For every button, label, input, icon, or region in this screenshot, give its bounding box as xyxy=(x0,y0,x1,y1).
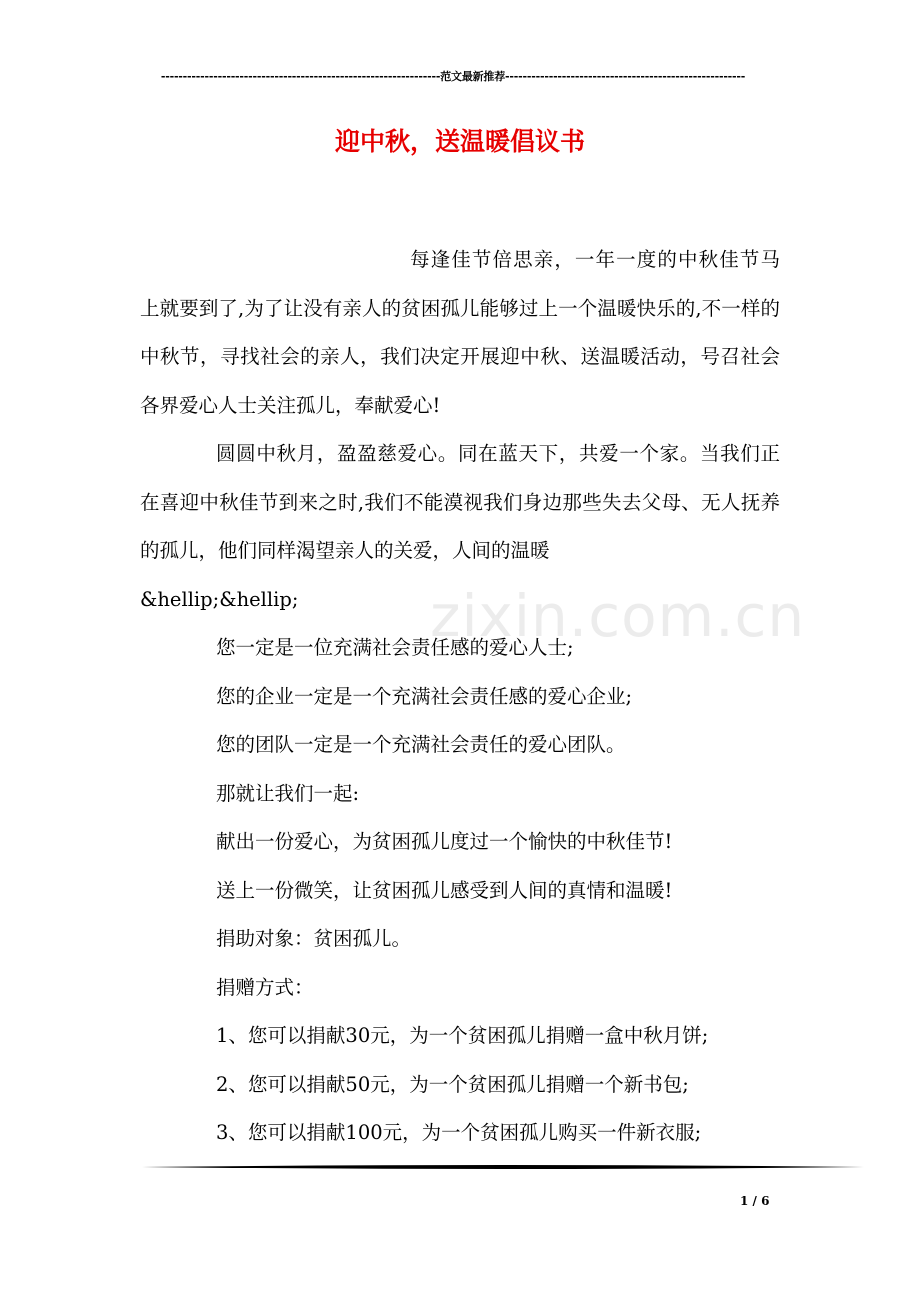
line-item: 您的企业一定是一个充满社会责任感的爱心企业; xyxy=(216,684,633,708)
document-body xyxy=(140,236,780,1158)
header-label: 范文最新推荐 xyxy=(440,70,506,83)
line-item: 您的团队一定是一个充满社会责任的爱心团队。 xyxy=(216,733,626,756)
line-item: 1、您可以捐献30元，为一个贫困孤儿捐赠一盒中秋月饼; xyxy=(216,1024,709,1047)
paragraph-intro: 每逢佳节倍思亲，一年一度的中秋佳节马上就要到了,为了让没有亲人的贫困孤儿能够过上一个温暖快乐的,不一样的中秋节，寻找社会的亲人，我们决定开展迎中秋、送温暖活动，号召社会各界爱心人士关注孤儿，奉献爱心! xyxy=(140,248,780,417)
line-item: 捐赠方式： xyxy=(216,975,314,999)
paragraph-mid-autumn xyxy=(140,430,780,576)
line-item: 送上一份微笑，让贫困孤儿感受到人间的真情和温暖! xyxy=(216,878,673,902)
line-item: 捐助对象：贫困孤儿。 xyxy=(216,927,412,950)
page-header xyxy=(140,68,766,84)
footer-rule-shape xyxy=(142,1164,864,1170)
header-dashes-left: ---------------------------------------------------------------- xyxy=(160,70,441,83)
watermark: zixin.com.cn xyxy=(430,582,806,650)
line-item: 您一定是一位充满社会责任感的爱心人士; xyxy=(216,636,574,659)
paragraph-ellipsis: &hellip;&hellip; xyxy=(140,587,299,611)
page-number: 1 / 6 xyxy=(740,1194,770,1208)
line-item: 献出一份爱心，为贫困孤儿度过一个愉快的中秋佳节! xyxy=(216,830,673,853)
paragraph-mid-autumn-text: 圆圆中秋月，盈盈慈爱心。同在蓝天下，共爱一个家。当我们正在喜迎中秋佳节到来之时,我们不能漠视我们身边那些失去父母、无人抚养的孤儿，他们同样渴望亲人的关爱，人间的温暖 xyxy=(140,442,780,562)
line-item: 3、您可以捐献100元，为一个贫困孤儿购买一件新衣服; xyxy=(216,1121,702,1144)
document-title: 迎中秋，送温暖倡议书 xyxy=(334,127,585,156)
line-item: 2、您可以捐献50元，为一个贫困孤儿捐赠一个新书包; xyxy=(216,1072,689,1096)
line-item: 那就让我们一起: xyxy=(216,781,360,805)
header-dashes-right: ------------------------------------------------------- xyxy=(505,70,746,83)
